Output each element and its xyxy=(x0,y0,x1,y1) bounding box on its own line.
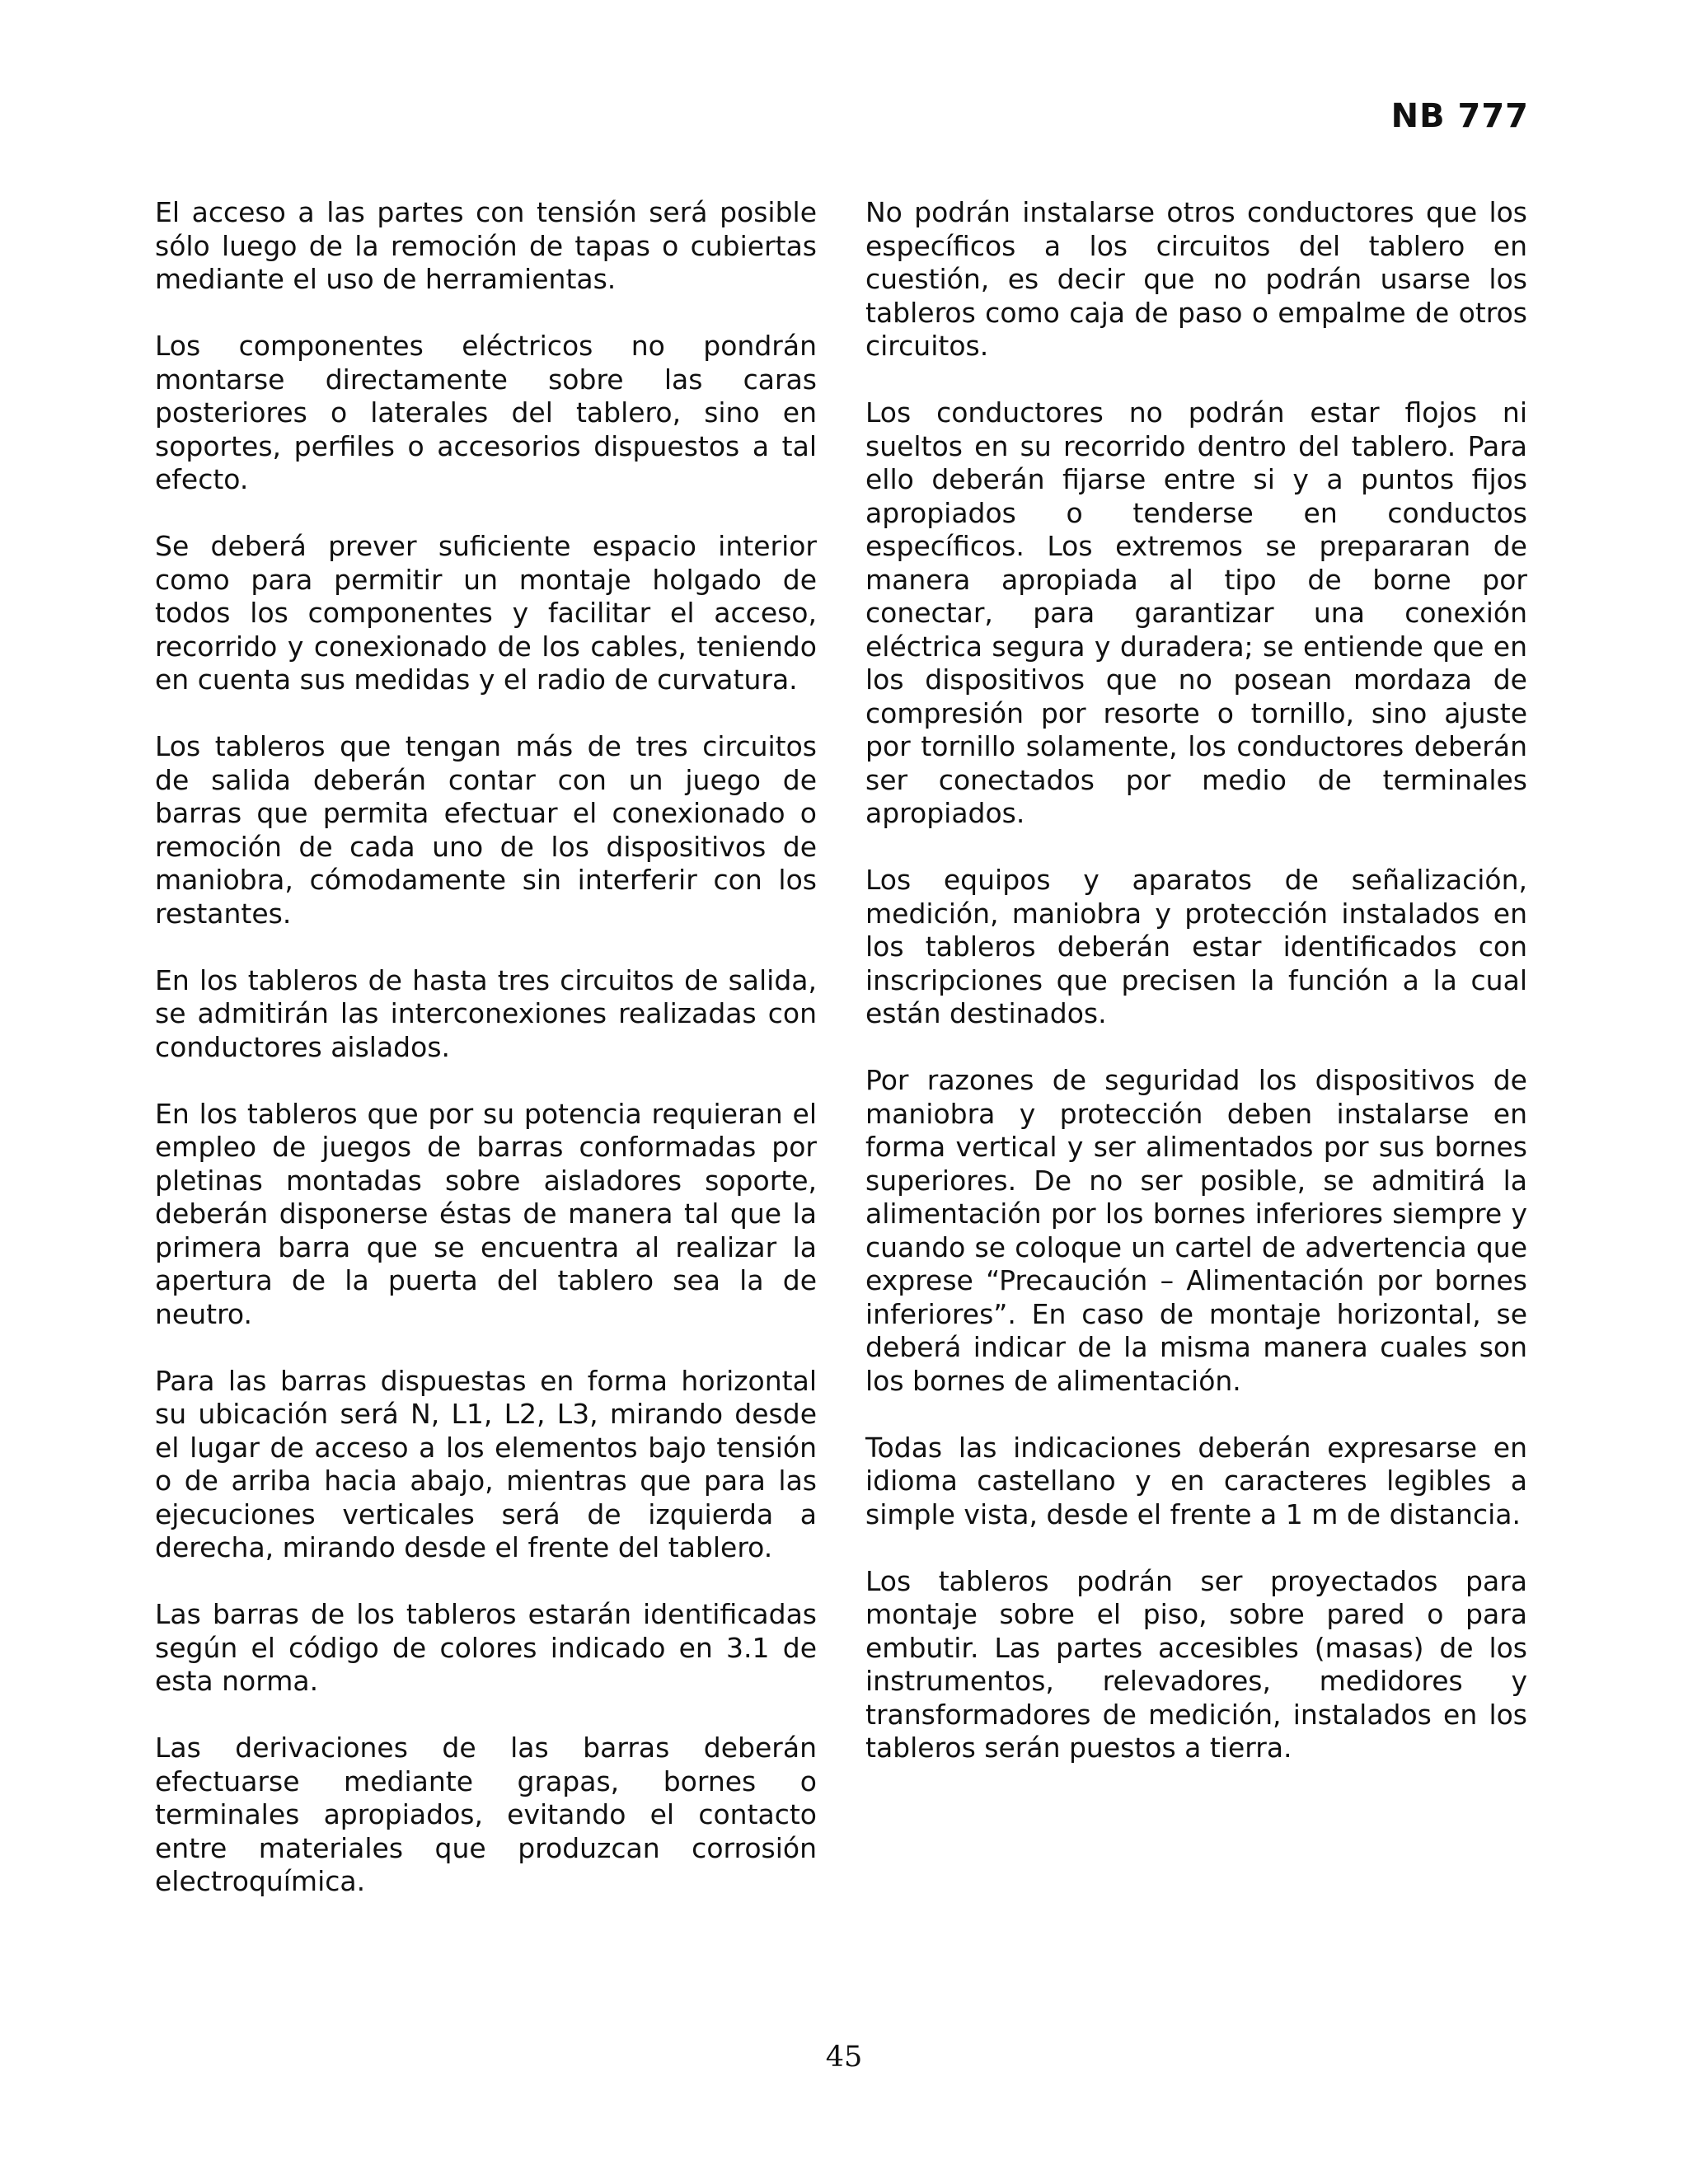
paragraph: No podrán instalarse otros conductores que los específicos a los circuitos del tablero en cuestión, es decir que no podrán usarse los tableros como caja de paso o empalme de otros circuitos. xyxy=(865,196,1527,362)
paragraph: En los tableros que por su potencia requieran el empleo de juegos de barras conformadas por pletinas montadas sobre aisladores soporte, deberán disponerse éstas de manera tal que la primera barra que se encuentra al realizar la apertura de la puerta del tablero sea la de neutro. xyxy=(155,1097,817,1330)
left-column xyxy=(155,196,817,1932)
paragraph: Para las barras dispuestas en forma horizontal su ubicación será N, L1, L2, L3, mirando desde el lugar de acceso a los elementos bajo tensión o de arriba hacia abajo, mientras que para las ejecuciones verticales será de izquierda a derecha, mirando desde el frente del tablero. xyxy=(155,1364,817,1563)
paragraph: Los componentes eléctricos no pondrán montarse directamente sobre las caras posteriores o laterales del tablero, sino en soportes, perfiles o accesorios dispuestos a tal efecto. xyxy=(155,330,817,495)
paragraph: Los tableros podrán ser proyectados para montaje sobre el piso, sobre pared o para embutir. Las partes accesibles (masas) de los instrumentos, relevadores, medidores y transformadores de medición, instalados en los tableros serán puestos a tierra. xyxy=(865,1564,1527,1764)
right-column xyxy=(865,196,1527,1798)
paragraph: Las derivaciones de las barras deberán efectuarse mediante grapas, bornes o terminales apropiados, evitando el contacto entre materiales que produzcan corrosión electroquímica. xyxy=(155,1732,817,1897)
paragraph: En los tableros de hasta tres circuitos de salida, se admitirán las interconexiones realizadas con conductores aislados. xyxy=(155,963,817,1063)
paragraph: Los equipos y aparatos de señalización, medición, maniobra y protección instalados en los tableros deberán estar identificados con inscripciones que precisen la función a la cual están destinados. xyxy=(865,864,1527,1029)
page-number: 45 xyxy=(825,2041,863,2074)
paragraph: El acceso a las partes con tensión será posible sólo luego de la remoción de tapas o cubiertas mediante el uso de herramientas. xyxy=(155,196,817,295)
paragraph: Los conductores no podrán estar flojos ni sueltos en su recorrido dentro del tablero. Para ello deberán fijarse entre si y a puntos fijos apropiados o tenderse en conductos específicos. Los extremos se prepararan de manera apropiada al tipo de borne por conectar, para garantizar una conexión eléctrica segura y duradera; se entiende que en los dispositivos que no posean mordaza de compresión por resorte o tornillo, sino ajuste por tornillo solamente, los conductores deberán ser conectados por medio de terminales apropiados. xyxy=(865,396,1527,829)
paragraph: Se deberá prever suficiente espacio interior como para permitir un montaje holgado de todos los componentes y facilitar el acceso, recorrido y conexionado de los cables, teniendo en cuenta sus medidas y el radio de curvatura. xyxy=(155,530,817,696)
paragraph: Todas las indicaciones deberán expresarse en idioma castellano y en caracteres legibles a simple vista, desde el frente a 1 m de distancia. xyxy=(865,1431,1527,1530)
paragraph: Los tableros que tengan más de tres circuitos de salida deberán contar con un juego de barras que permita efectuar el conexionado o remoción de cada uno de los dispositivos de maniobra, cómodamente sin interferir con los restantes. xyxy=(155,730,817,930)
paragraph: Por razones de seguridad los dispositivos de maniobra y protección deben instalarse en forma vertical y ser alimentados por sus bornes superiores. De no ser posible, se admitirá la alimentación por los bornes inferiores siempre y cuando se coloque un cartel de advertencia que exprese “Precaución – Alimentación por bornes inferiores”. En caso de montaje horizontal, se deberá indicar de la misma manera cuales son los bornes de alimentación. xyxy=(865,1064,1527,1397)
document-code: NB 777 xyxy=(1390,97,1529,135)
paragraph: Las barras de los tableros estarán identificadas según el código de colores indicado en 3.1 de esta norma. xyxy=(155,1598,817,1697)
